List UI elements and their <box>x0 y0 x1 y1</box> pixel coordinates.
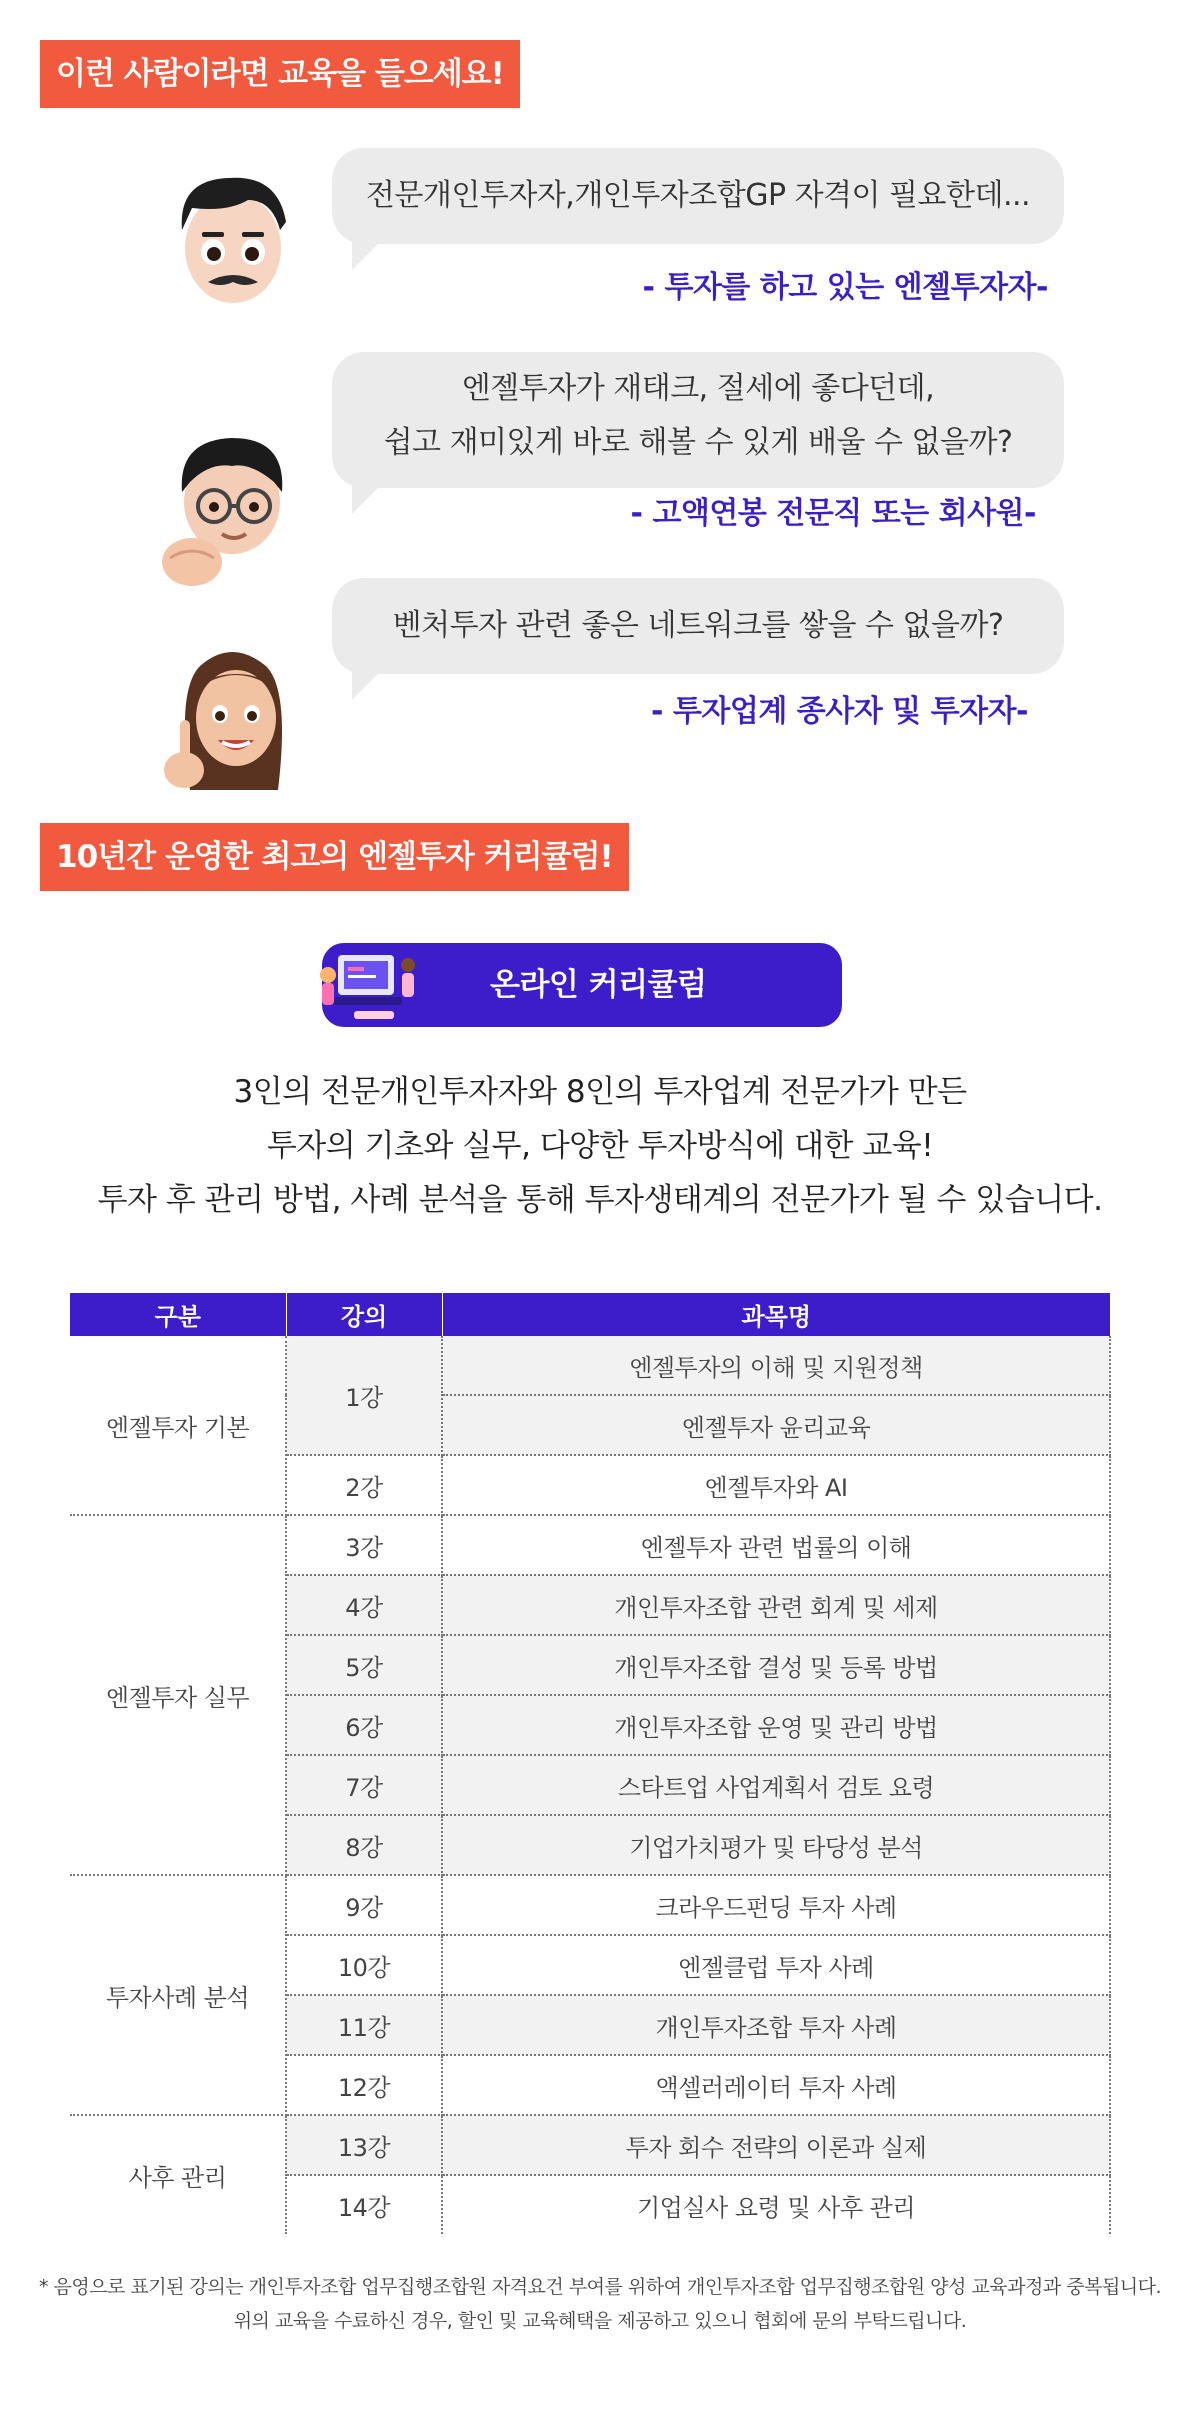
lecture-number: 7강 <box>286 1755 442 1815</box>
table-row <box>70 1875 1110 1935</box>
group-cell-case-study: 투자사례 분석 <box>70 1875 286 2115</box>
persona-3-label: - 투자업계 종사자 및 투자자- <box>651 694 1028 729</box>
woman-avatar-icon <box>150 630 310 780</box>
online-curriculum-button[interactable] <box>322 943 842 1027</box>
curriculum-intro-line-2: 투자의 기초와 실무, 다양한 투자방식에 대한 교육! <box>266 1128 934 1164</box>
speech-bubble-1 <box>332 148 1064 244</box>
table-row <box>70 1515 1110 1575</box>
curriculum-table <box>70 1293 1111 2234</box>
subject-cell: 개인투자조합 관련 회계 및 세제 <box>442 1575 1110 1635</box>
group-cell-practice: 엔젤투자 실무 <box>70 1515 286 1875</box>
subject-cell: 기업실사 요령 및 사후 관리 <box>442 2175 1110 2234</box>
curriculum-intro-line-3: 투자 후 관리 방법, 사례 분석을 통해 투자생태계의 전문가가 될 수 있습니다. <box>97 1182 1103 1218</box>
subject-cell: 엔젤투자 윤리교육 <box>442 1395 1110 1455</box>
subject-cell: 개인투자조합 결성 및 등록 방법 <box>442 1635 1110 1695</box>
speech-bubble-tail <box>352 236 386 270</box>
lecture-number: 6강 <box>286 1695 442 1755</box>
footnote <box>0 2270 1200 2338</box>
subject-cell: 액셀러레이터 투자 사례 <box>442 2055 1110 2115</box>
online-learning-illustration-icon <box>314 935 426 1035</box>
section-tag-curriculum: 10년간 운영한 최고의 엔젤투자 커리큘럼! <box>40 823 629 891</box>
lecture-number: 2강 <box>286 1455 442 1515</box>
speech-bubble-tail <box>352 480 386 514</box>
subject-cell: 개인투자조합 투자 사례 <box>442 1995 1110 2055</box>
lecture-number: 14강 <box>286 2175 442 2234</box>
glasses-man-avatar-icon <box>150 412 310 562</box>
header-category: 구분 <box>70 1293 286 1336</box>
table-row <box>70 1336 1110 1395</box>
lecture-number: 8강 <box>286 1815 442 1875</box>
lecture-number: 4강 <box>286 1575 442 1635</box>
lecture-number: 12강 <box>286 2055 442 2115</box>
subject-cell: 개인투자조합 운영 및 관리 방법 <box>442 1695 1110 1755</box>
persona-2-label: - 고액연봉 전문직 또는 회사원- <box>630 496 1036 531</box>
speech-bubble-2 <box>332 352 1064 488</box>
header-lecture: 강의 <box>286 1293 442 1336</box>
lecture-number: 1강 <box>286 1336 442 1455</box>
subject-cell: 스타트업 사업계획서 검토 요령 <box>442 1755 1110 1815</box>
group-cell-post-management: 사후 관리 <box>70 2115 286 2234</box>
subject-cell: 엔젤클럽 투자 사례 <box>442 1935 1110 1995</box>
subject-cell: 엔젤투자의 이해 및 지원정책 <box>442 1336 1110 1395</box>
group-cell-basics: 엔젤투자 기본 <box>70 1336 286 1515</box>
speech-bubble-1-line-1: 전문개인투자자,개인투자조합GP 자격이 필요한데... <box>365 178 1031 213</box>
table-header-row <box>70 1293 1110 1336</box>
subject-cell: 투자 회수 전략의 이론과 실제 <box>442 2115 1110 2175</box>
table-row <box>70 2115 1110 2175</box>
section-tag-target-audience: 이런 사람이라면 교육을 들으세요! <box>40 40 520 108</box>
speech-bubble-3-line-1: 벤처투자 관련 좋은 네트워크를 쌓을 수 없을까? <box>392 608 1004 643</box>
online-curriculum-button-label: 온라인 커리큘럼 <box>490 967 707 1003</box>
mustache-man-avatar-icon <box>168 160 298 310</box>
subject-cell: 엔젤투자와 AI <box>442 1455 1110 1515</box>
speech-bubble-3 <box>332 578 1064 674</box>
speech-bubble-tail <box>352 666 386 700</box>
subject-cell: 기업가치평가 및 타당성 분석 <box>442 1815 1110 1875</box>
lecture-number: 10강 <box>286 1935 442 1995</box>
lecture-number: 13강 <box>286 2115 442 2175</box>
subject-cell: 엔젤투자 관련 법률의 이해 <box>442 1515 1110 1575</box>
speech-bubble-2-line-1: 엔젤투자가 재태크, 절세에 좋다던데, <box>461 371 935 406</box>
lecture-number: 5강 <box>286 1635 442 1695</box>
speech-bubble-2-line-2: 쉽고 재미있게 바로 해볼 수 있게 배울 수 없을까? <box>383 425 1013 460</box>
curriculum-intro <box>0 1065 1200 1227</box>
subject-cell: 크라우드펀딩 투자 사례 <box>442 1875 1110 1935</box>
lecture-number: 3강 <box>286 1515 442 1575</box>
persona-1-label: - 투자를 하고 있는 엔젤투자자- <box>642 270 1048 305</box>
footnote-line-2: 위의 교육을 수료하신 경우, 할인 및 교육혜택을 제공하고 있으니 협회에 문의 부탁드립니다. <box>233 2310 967 2332</box>
lecture-number: 11강 <box>286 1995 442 2055</box>
header-subject: 과목명 <box>442 1293 1110 1336</box>
footnote-line-1: * 음영으로 표기된 강의는 개인투자조합 업무집행조합원 자격요건 부여를 위하여 개인투자조합 업무집행조합원 양성 교육과정과 중복됩니다. <box>38 2276 1162 2298</box>
curriculum-intro-line-1: 3인의 전문개인투자자와 8인의 투자업계 전문가가 만든 <box>233 1074 967 1110</box>
lecture-number: 9강 <box>286 1875 442 1935</box>
